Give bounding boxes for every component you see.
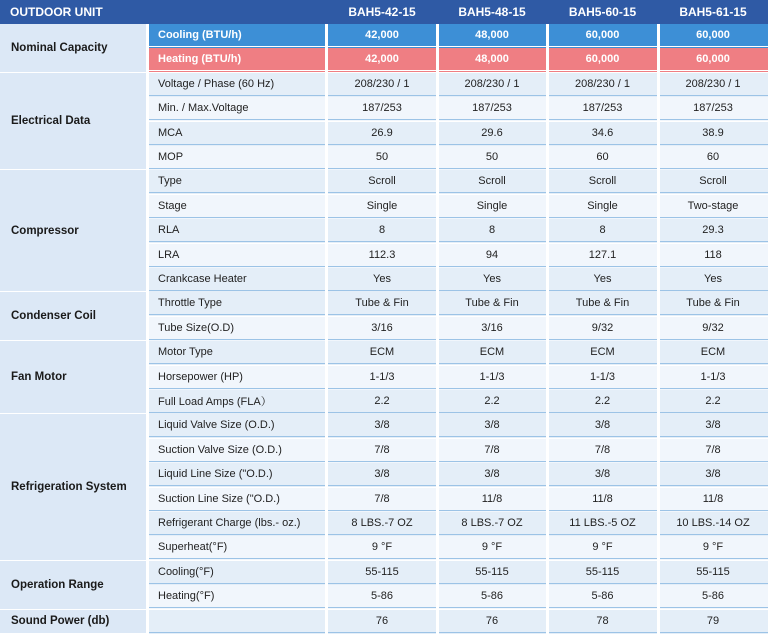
table-header-title: OUTDOOR UNIT xyxy=(0,0,146,24)
section-label: Nominal Capacity xyxy=(0,24,146,73)
value-cell: 7/8 xyxy=(327,439,437,462)
value-cell: 3/8 xyxy=(658,463,768,486)
row-label: Type xyxy=(148,170,325,193)
table-row xyxy=(148,463,768,487)
value-cell: 7/8 xyxy=(327,488,437,511)
value-cell: 55-115 xyxy=(658,561,768,584)
table-row xyxy=(148,317,768,341)
value-cell: Tube & Fin xyxy=(658,292,768,315)
row-label: Voltage / Phase (60 Hz) xyxy=(148,73,325,96)
value-cell: 38.9 xyxy=(658,122,768,145)
value-cell: 60 xyxy=(547,146,658,169)
row-label: Suction Line Size ("O.D.) xyxy=(148,488,325,511)
row-label: Throttle Type xyxy=(148,292,325,315)
table-row xyxy=(148,610,768,634)
row-label: Crankcase Heater xyxy=(148,268,325,291)
value-cell: 5-86 xyxy=(327,585,437,608)
value-cell: 3/8 xyxy=(327,414,437,437)
table-row xyxy=(148,414,768,438)
value-cell: 2.2 xyxy=(658,390,768,413)
header-spacer xyxy=(146,0,327,24)
row-label: Liquid Valve Size (O.D.) xyxy=(148,414,325,437)
value-cell: 42,000 xyxy=(327,24,437,47)
value-cell: Yes xyxy=(547,268,658,291)
row-label: MOP xyxy=(148,146,325,169)
row-label: Stage xyxy=(148,195,325,218)
row-label: Cooling (BTU/h) xyxy=(148,24,325,47)
value-cell: 11/8 xyxy=(658,488,768,511)
value-cell: 208/230 / 1 xyxy=(437,73,547,96)
section-label: Operation Range xyxy=(0,561,146,610)
table-row xyxy=(148,73,768,97)
table-row xyxy=(148,561,768,585)
column-divider xyxy=(325,24,328,634)
table-row xyxy=(148,292,768,316)
row-label: Superheat(°F) xyxy=(148,536,325,559)
table-row xyxy=(148,24,768,48)
section-label: Compressor xyxy=(0,170,146,292)
value-cell: 55-115 xyxy=(327,561,437,584)
column-divider xyxy=(436,24,439,634)
row-label xyxy=(148,610,325,633)
value-cell: Yes xyxy=(658,268,768,291)
value-cell: 50 xyxy=(327,146,437,169)
value-cell: 2.2 xyxy=(327,390,437,413)
value-cell: 26.9 xyxy=(327,122,437,145)
value-cell: 78 xyxy=(547,610,658,633)
value-cell: 60,000 xyxy=(547,48,658,71)
value-cell: 1-1/3 xyxy=(437,366,547,389)
row-label: MCA xyxy=(148,122,325,145)
table-row xyxy=(148,512,768,536)
value-cell: 94 xyxy=(437,244,547,267)
row-label: Suction Valve Size (O.D.) xyxy=(148,439,325,462)
table-row xyxy=(148,366,768,390)
value-cell: ECM xyxy=(437,341,547,364)
section-label: Condenser Coil xyxy=(0,292,146,341)
value-cell: 34.6 xyxy=(547,122,658,145)
table-row xyxy=(148,268,768,292)
value-cell: 7/8 xyxy=(658,439,768,462)
value-cell: 3/8 xyxy=(437,414,547,437)
row-label: Heating (BTU/h) xyxy=(148,48,325,71)
value-cell: 5-86 xyxy=(547,585,658,608)
value-cell: 1-1/3 xyxy=(547,366,658,389)
value-cell: ECM xyxy=(547,341,658,364)
row-label: Motor Type xyxy=(148,341,325,364)
value-cell: 3/16 xyxy=(437,317,547,340)
value-cell: 5-86 xyxy=(658,585,768,608)
value-cell: 208/230 / 1 xyxy=(658,73,768,96)
value-cell: 1-1/3 xyxy=(658,366,768,389)
value-cell: 112.3 xyxy=(327,244,437,267)
value-cell: 187/253 xyxy=(437,97,547,120)
value-cell: 187/253 xyxy=(547,97,658,120)
value-cell: 60,000 xyxy=(547,24,658,47)
row-label: Horsepower (HP) xyxy=(148,366,325,389)
value-cell: 42,000 xyxy=(327,48,437,71)
value-cell: 11/8 xyxy=(437,488,547,511)
value-cell: 11/8 xyxy=(547,488,658,511)
value-cell: Scroll xyxy=(437,170,547,193)
value-cell: 8 xyxy=(327,219,437,242)
value-cell: Yes xyxy=(437,268,547,291)
row-label: Cooling(°F) xyxy=(148,561,325,584)
table-row xyxy=(148,536,768,560)
value-cell: 76 xyxy=(437,610,547,633)
value-cell: ECM xyxy=(658,341,768,364)
value-cell: Two-stage xyxy=(658,195,768,218)
row-label: LRA xyxy=(148,244,325,267)
table-row xyxy=(148,341,768,365)
value-cell: 8 LBS.-7 OZ xyxy=(437,512,547,535)
value-cell: 1-1/3 xyxy=(327,366,437,389)
table-row xyxy=(148,219,768,243)
value-cell: 9/32 xyxy=(658,317,768,340)
value-cell: 5-86 xyxy=(437,585,547,608)
column-divider xyxy=(546,24,549,634)
value-cell: 118 xyxy=(658,244,768,267)
value-cell: 3/8 xyxy=(547,414,658,437)
value-cell: 48,000 xyxy=(437,48,547,71)
value-cell: Single xyxy=(327,195,437,218)
value-cell: 79 xyxy=(658,610,768,633)
value-cell: 55-115 xyxy=(437,561,547,584)
table-row xyxy=(148,146,768,170)
value-cell: 3/8 xyxy=(327,463,437,486)
row-label: Liquid Line Size ("O.D.) xyxy=(148,463,325,486)
row-label: Tube Size(O.D) xyxy=(148,317,325,340)
value-cell: 8 LBS.-7 OZ xyxy=(327,512,437,535)
value-cell: 2.2 xyxy=(437,390,547,413)
section-label: Fan Motor xyxy=(0,341,146,414)
value-cell: 60 xyxy=(658,146,768,169)
row-label: Refrigerant Charge (lbs.- oz.) xyxy=(148,512,325,535)
value-cell: 3/16 xyxy=(327,317,437,340)
section-label: Refrigeration System xyxy=(0,414,146,560)
value-cell: 187/253 xyxy=(658,97,768,120)
value-cell: 8 xyxy=(437,219,547,242)
table-row xyxy=(148,244,768,268)
value-cell: 2.2 xyxy=(547,390,658,413)
value-cell: Tube & Fin xyxy=(547,292,658,315)
value-cell: 29.6 xyxy=(437,122,547,145)
row-label: RLA xyxy=(148,219,325,242)
value-cell: Tube & Fin xyxy=(437,292,547,315)
value-cell: 48,000 xyxy=(437,24,547,47)
column-divider xyxy=(146,24,149,634)
table-row xyxy=(148,390,768,414)
value-cell: 9/32 xyxy=(547,317,658,340)
value-cell: 3/8 xyxy=(658,414,768,437)
value-cell: Scroll xyxy=(658,170,768,193)
value-cell: 3/8 xyxy=(437,463,547,486)
table-row xyxy=(148,48,768,72)
table-row xyxy=(148,585,768,609)
value-cell: Yes xyxy=(327,268,437,291)
table-row xyxy=(148,488,768,512)
value-cell: 8 xyxy=(547,219,658,242)
value-cell: 3/8 xyxy=(547,463,658,486)
value-cell: 60,000 xyxy=(658,48,768,71)
value-cell: 208/230 / 1 xyxy=(547,73,658,96)
value-cell: ECM xyxy=(327,341,437,364)
model-header: BAH5-48-15 xyxy=(437,0,547,24)
value-cell: 29.3 xyxy=(658,219,768,242)
value-cell: 55-115 xyxy=(547,561,658,584)
section-label: Sound Power (db) xyxy=(0,610,146,634)
value-cell: 187/253 xyxy=(327,97,437,120)
value-cell: 7/8 xyxy=(547,439,658,462)
value-cell: 11 LBS.-5 OZ xyxy=(547,512,658,535)
value-cell: 9 °F xyxy=(327,536,437,559)
section-label: Electrical Data xyxy=(0,73,146,171)
value-cell: 127.1 xyxy=(547,244,658,267)
table-row xyxy=(148,97,768,121)
value-cell: Single xyxy=(437,195,547,218)
model-header: BAH5-42-15 xyxy=(327,0,437,24)
value-cell: 76 xyxy=(327,610,437,633)
value-cell: 60,000 xyxy=(658,24,768,47)
value-cell: 7/8 xyxy=(437,439,547,462)
value-cell: Scroll xyxy=(327,170,437,193)
value-cell: Single xyxy=(547,195,658,218)
model-header: BAH5-61-15 xyxy=(658,0,768,24)
model-header: BAH5-60-15 xyxy=(547,0,658,24)
row-label: Min. / Max.Voltage xyxy=(148,97,325,120)
value-cell: Scroll xyxy=(547,170,658,193)
value-cell: 10 LBS.-14 OZ xyxy=(658,512,768,535)
value-cell: 9 °F xyxy=(658,536,768,559)
table-row xyxy=(148,439,768,463)
value-cell: Tube & Fin xyxy=(327,292,437,315)
table-row xyxy=(148,195,768,219)
row-label: Heating(°F) xyxy=(148,585,325,608)
column-divider xyxy=(657,24,660,634)
table-row xyxy=(148,122,768,146)
table-row xyxy=(148,170,768,194)
value-cell: 9 °F xyxy=(547,536,658,559)
value-cell: 208/230 / 1 xyxy=(327,73,437,96)
row-label: Full Load Amps (FLA） xyxy=(148,390,325,413)
value-cell: 9 °F xyxy=(437,536,547,559)
value-cell: 50 xyxy=(437,146,547,169)
